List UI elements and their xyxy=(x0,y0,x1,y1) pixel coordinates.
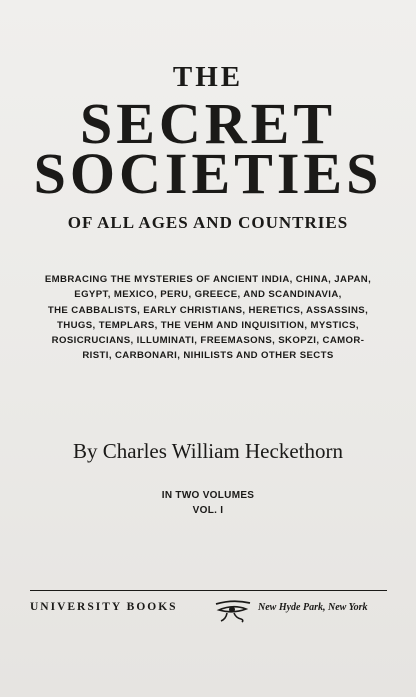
subtitle: OF ALL AGES AND COUNTRIES xyxy=(67,213,349,232)
publisher-name: UNIVERSITY BOOKS xyxy=(30,601,178,613)
description-line: RISTI, CARBONARI, NIHILISTS AND OTHER SECTS xyxy=(82,350,334,362)
divider-rule xyxy=(30,590,387,591)
title-secret: SECRET xyxy=(79,91,337,156)
publisher-location: New Hyde Park, New York xyxy=(258,602,368,613)
description-line: EGYPT, MEXICO, PERU, GREECE, AND SCANDINAVIA, xyxy=(74,289,342,301)
volume-info xyxy=(0,488,416,518)
description-line: THE CABBALISTS, EARLY CHRISTIANS, HERETICS, ASSASSINS, xyxy=(47,304,369,316)
volume-number: VOL. I xyxy=(192,505,224,516)
title-the: THE xyxy=(172,61,244,93)
eye-of-horus-icon xyxy=(213,598,253,624)
author-line: By Charles William Heckethorn xyxy=(73,439,343,463)
volume-count: IN TWO VOLUMES xyxy=(161,490,255,501)
description-line: EMBRACING THE MYSTERIES OF ANCIENT INDIA, CHINA, JAPAN, xyxy=(44,274,372,285)
description-line: THUGS, TEMPLARS, THE VEHM AND INQUISITION, MYSTICS, xyxy=(56,319,359,331)
title-societies: SOCIETIES xyxy=(33,141,383,206)
description xyxy=(30,272,386,364)
description-line: ROSICRUCIANS, ILLUMINATI, FREEMASONS, SKOPZI, CAMOR- xyxy=(51,335,365,347)
